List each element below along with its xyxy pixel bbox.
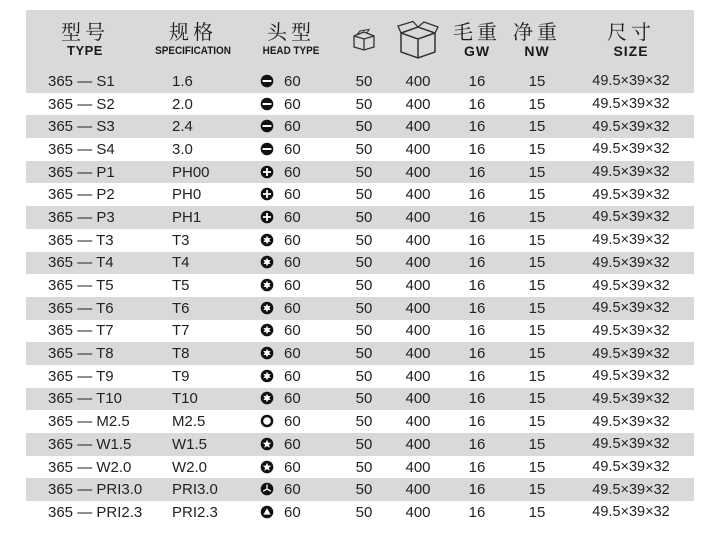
cell-type: 365 — T8	[48, 345, 114, 363]
cell-size: 49.5×39×32	[592, 277, 670, 294]
cell-inner-qty: 50	[355, 435, 373, 453]
cell-size: 49.5×39×32	[592, 232, 670, 249]
cell-size: 49.5×39×32	[592, 186, 670, 203]
cell-outer-qty: 400	[405, 299, 431, 317]
cell-spec: PRI2.3	[172, 503, 218, 521]
cell-size: 49.5×39×32	[592, 504, 670, 521]
cell-size: 49.5×39×32	[592, 390, 670, 407]
cell-inner-qty: 50	[355, 345, 373, 363]
header-gw-zh: 毛重	[453, 20, 501, 44]
cell-inner-qty: 50	[355, 390, 373, 408]
cell-inner-qty: 50	[355, 413, 373, 431]
cell-size: 49.5×39×32	[592, 413, 670, 430]
cell-size: 49.5×39×32	[592, 209, 670, 226]
cell-head	[242, 161, 340, 184]
cell-gw: 16	[468, 118, 486, 136]
cell-inner-qty: 50	[355, 481, 373, 499]
slotted-icon	[260, 142, 274, 156]
header-gw-en: GW	[463, 43, 491, 59]
table-row	[26, 388, 694, 411]
table-row	[26, 365, 694, 388]
cell-head	[242, 501, 340, 524]
cell-head-value: 60	[284, 299, 301, 317]
cell-spec: PH0	[172, 186, 202, 204]
cell-nw: 15	[528, 481, 546, 499]
cell-head	[242, 456, 340, 479]
cell-head-value: 60	[284, 140, 301, 158]
table-row	[26, 342, 694, 365]
cell-inner-qty: 50	[355, 208, 373, 226]
cell-gw: 16	[468, 208, 486, 226]
cell-outer-qty: 400	[405, 413, 431, 431]
cell-head-value: 60	[284, 413, 301, 431]
carton-box-icon	[388, 10, 448, 70]
cell-head	[242, 433, 340, 456]
cell-outer-qty: 400	[405, 390, 431, 408]
table-row	[26, 206, 694, 229]
table-row	[26, 161, 694, 184]
torx-icon	[260, 301, 274, 315]
cell-gw: 16	[468, 277, 486, 295]
cell-nw: 15	[528, 345, 546, 363]
cell-head	[242, 183, 340, 206]
cell-outer-qty: 400	[405, 140, 431, 158]
cell-spec: 2.4	[172, 118, 193, 136]
header-type	[26, 10, 144, 70]
cell-gw: 16	[468, 322, 486, 340]
cell-head-value: 60	[284, 345, 301, 363]
triangle-icon	[260, 505, 274, 519]
cell-type: 365 — S2	[48, 95, 115, 113]
header-head-en: HEAD TYPE	[262, 45, 320, 57]
cell-nw: 15	[528, 367, 546, 385]
cell-outer-qty: 400	[405, 435, 431, 453]
small-box-icon	[340, 10, 388, 70]
cell-type: 365 — T4	[48, 254, 114, 272]
cell-outer-qty: 400	[405, 231, 431, 249]
cell-inner-qty: 50	[355, 277, 373, 295]
torx-icon	[260, 391, 274, 405]
cell-head-value: 60	[284, 208, 301, 226]
cell-head-value: 60	[284, 163, 301, 181]
cell-nw: 15	[528, 231, 546, 249]
cell-spec: 1.6	[172, 72, 193, 90]
cell-outer-qty: 400	[405, 254, 431, 272]
cell-gw: 16	[468, 458, 486, 476]
cell-inner-qty: 50	[355, 503, 373, 521]
cell-outer-qty: 400	[405, 277, 431, 295]
cell-type: 365 — T3	[48, 231, 114, 249]
cell-head	[242, 342, 340, 365]
table-row	[26, 410, 694, 433]
cell-inner-qty: 50	[355, 458, 373, 476]
cell-head	[242, 274, 340, 297]
table-row	[26, 138, 694, 161]
cell-size: 49.5×39×32	[592, 300, 670, 317]
cell-type: 365 — T5	[48, 277, 114, 295]
header-head	[242, 10, 340, 70]
cell-gw: 16	[468, 72, 486, 90]
cell-spec: 3.0	[172, 140, 193, 158]
cell-spec: PH1	[172, 208, 202, 226]
torx-icon	[260, 278, 274, 292]
cell-outer-qty: 400	[405, 322, 431, 340]
cell-head	[242, 70, 340, 93]
header-size	[568, 10, 694, 70]
cell-spec: T6	[172, 299, 190, 317]
header-head-zh: 头型	[267, 20, 315, 44]
header-spec	[144, 10, 242, 70]
cell-size: 49.5×39×32	[592, 96, 670, 113]
cell-gw: 16	[468, 367, 486, 385]
cell-head-value: 60	[284, 458, 301, 476]
slotted-icon	[260, 97, 274, 111]
cell-inner-qty: 50	[355, 118, 373, 136]
cell-gw: 16	[468, 413, 486, 431]
cell-nw: 15	[528, 186, 546, 204]
cell-head	[242, 138, 340, 161]
cell-head	[242, 93, 340, 116]
torx-icon	[260, 323, 274, 337]
cell-gw: 16	[468, 435, 486, 453]
cell-head-value: 60	[284, 186, 301, 204]
cell-inner-qty: 50	[355, 95, 373, 113]
cell-type: 365 — M2.5	[48, 413, 130, 431]
cell-spec: T7	[172, 322, 190, 340]
cell-outer-qty: 400	[405, 345, 431, 363]
cell-type: 365 — PRI3.0	[48, 481, 143, 499]
cell-size: 49.5×39×32	[592, 345, 670, 362]
cell-size: 49.5×39×32	[592, 481, 670, 498]
cell-gw: 16	[468, 163, 486, 181]
cell-head	[242, 478, 340, 501]
cell-size: 49.5×39×32	[592, 459, 670, 476]
cell-head-value: 60	[284, 367, 301, 385]
cell-type: 365 — P3	[48, 208, 115, 226]
cell-nw: 15	[528, 163, 546, 181]
cell-nw: 15	[528, 140, 546, 158]
cell-head	[242, 229, 340, 252]
cell-type: 365 — P2	[48, 186, 115, 204]
cell-size: 49.5×39×32	[592, 141, 670, 158]
cell-type: 365 — S1	[48, 72, 115, 90]
cell-size: 49.5×39×32	[592, 73, 670, 90]
cell-head-value: 60	[284, 118, 301, 136]
cell-head-value: 60	[284, 435, 301, 453]
cell-type: 365 — PRI2.3	[48, 503, 143, 521]
table-row	[26, 183, 694, 206]
header-nw	[506, 10, 568, 70]
table-row	[26, 93, 694, 116]
cell-nw: 15	[528, 390, 546, 408]
slotted-icon	[260, 119, 274, 133]
cell-inner-qty: 50	[355, 163, 373, 181]
cell-nw: 15	[528, 322, 546, 340]
torx-icon	[260, 233, 274, 247]
torx-icon	[260, 346, 274, 360]
cell-spec: T10	[172, 390, 198, 408]
cell-outer-qty: 400	[405, 72, 431, 90]
cell-spec: PRI3.0	[172, 481, 218, 499]
cell-inner-qty: 50	[355, 367, 373, 385]
header-type-zh: 型号	[61, 20, 109, 44]
cell-inner-qty: 50	[355, 322, 373, 340]
cell-size: 49.5×39×32	[592, 436, 670, 453]
cell-inner-qty: 50	[355, 254, 373, 272]
cell-outer-qty: 400	[405, 118, 431, 136]
cell-type: 365 — W2.0	[48, 458, 132, 476]
header-size-zh: 尺寸	[607, 20, 655, 44]
cell-nw: 15	[528, 118, 546, 136]
cell-head-value: 60	[284, 277, 301, 295]
star-icon	[260, 437, 274, 451]
tri-wing-icon	[260, 482, 274, 496]
cell-head	[242, 115, 340, 138]
torx-icon	[260, 255, 274, 269]
cell-gw: 16	[468, 390, 486, 408]
cell-head-value: 60	[284, 95, 301, 113]
phillips-icon	[260, 165, 274, 179]
header-row	[26, 10, 694, 70]
cell-gw: 16	[468, 254, 486, 272]
cell-inner-qty: 50	[355, 72, 373, 90]
cell-size: 49.5×39×32	[592, 118, 670, 135]
cell-size: 49.5×39×32	[592, 322, 670, 339]
cell-head	[242, 388, 340, 411]
cell-type: 365 — S4	[48, 140, 115, 158]
cell-outer-qty: 400	[405, 163, 431, 181]
cell-size: 49.5×39×32	[592, 254, 670, 271]
cell-spec: M2.5	[172, 413, 206, 431]
cell-outer-qty: 400	[405, 208, 431, 226]
cell-type: 365 — P1	[48, 163, 115, 181]
cell-type: 365 — S3	[48, 118, 115, 136]
cell-size: 49.5×39×32	[592, 368, 670, 385]
cell-head-value: 60	[284, 390, 301, 408]
cell-spec: T5	[172, 277, 190, 295]
cell-outer-qty: 400	[405, 458, 431, 476]
table-row	[26, 297, 694, 320]
cell-spec: W1.5	[172, 435, 208, 453]
spec-table-wrapper	[26, 10, 694, 524]
cell-gw: 16	[468, 95, 486, 113]
cell-head	[242, 320, 340, 343]
cell-head-value: 60	[284, 72, 301, 90]
phillips-icon	[260, 187, 274, 201]
cell-gw: 16	[468, 186, 486, 204]
table-row	[26, 433, 694, 456]
table-body	[26, 70, 694, 524]
header-size-en: SIZE	[613, 43, 649, 59]
cell-outer-qty: 400	[405, 503, 431, 521]
table-row	[26, 115, 694, 138]
cell-spec: T9	[172, 367, 190, 385]
spec-table	[26, 10, 694, 524]
table-row	[26, 501, 694, 524]
cell-gw: 16	[468, 231, 486, 249]
table-row	[26, 478, 694, 501]
cell-head	[242, 297, 340, 320]
cell-gw: 16	[468, 345, 486, 363]
cell-head-value: 60	[284, 231, 301, 249]
table-row	[26, 456, 694, 479]
cell-nw: 15	[528, 72, 546, 90]
header-spec-zh: 规格	[169, 20, 217, 44]
table-row	[26, 70, 694, 93]
cell-nw: 15	[528, 299, 546, 317]
cell-outer-qty: 400	[405, 481, 431, 499]
hex-socket-icon	[260, 414, 274, 428]
cell-head-value: 60	[284, 322, 301, 340]
cell-inner-qty: 50	[355, 299, 373, 317]
table-row	[26, 274, 694, 297]
cell-type: 365 — T7	[48, 322, 114, 340]
cell-type: 365 — T10	[48, 390, 122, 408]
cell-nw: 15	[528, 503, 546, 521]
cell-inner-qty: 50	[355, 186, 373, 204]
cell-head	[242, 206, 340, 229]
cell-spec: T4	[172, 254, 190, 272]
torx-icon	[260, 369, 274, 383]
cell-gw: 16	[468, 503, 486, 521]
cell-gw: 16	[468, 140, 486, 158]
cell-head-value: 60	[284, 503, 301, 521]
table-row	[26, 320, 694, 343]
cell-head-value: 60	[284, 254, 301, 272]
phillips-icon	[260, 210, 274, 224]
cell-head-value: 60	[284, 481, 301, 499]
cell-gw: 16	[468, 481, 486, 499]
cell-spec: 2.0	[172, 95, 193, 113]
cell-type: 365 — T6	[48, 299, 114, 317]
cell-head	[242, 365, 340, 388]
cell-inner-qty: 50	[355, 140, 373, 158]
cell-gw: 16	[468, 299, 486, 317]
cell-head	[242, 410, 340, 433]
cell-nw: 15	[528, 208, 546, 226]
table-row	[26, 229, 694, 252]
header-spec-en: SPECIFICATION	[155, 45, 231, 57]
cell-spec: T8	[172, 345, 190, 363]
cell-spec: T3	[172, 231, 190, 249]
cell-inner-qty: 50	[355, 231, 373, 249]
cell-nw: 15	[528, 254, 546, 272]
cell-type: 365 — W1.5	[48, 435, 132, 453]
cell-type: 365 — T9	[48, 367, 114, 385]
cell-nw: 15	[528, 277, 546, 295]
header-nw-zh: 净重	[513, 20, 561, 44]
header-gw	[448, 10, 506, 70]
slotted-icon	[260, 74, 274, 88]
star-icon	[260, 460, 274, 474]
cell-outer-qty: 400	[405, 186, 431, 204]
cell-spec: W2.0	[172, 458, 208, 476]
cell-nw: 15	[528, 413, 546, 431]
header-nw-en: NW	[524, 43, 550, 59]
table-row	[26, 252, 694, 275]
cell-outer-qty: 400	[405, 95, 431, 113]
cell-size: 49.5×39×32	[592, 164, 670, 181]
cell-nw: 15	[528, 458, 546, 476]
cell-nw: 15	[528, 95, 546, 113]
cell-outer-qty: 400	[405, 367, 431, 385]
header-type-en: TYPE	[67, 43, 103, 58]
cell-spec: PH00	[172, 163, 210, 181]
cell-head	[242, 252, 340, 275]
cell-nw: 15	[528, 435, 546, 453]
